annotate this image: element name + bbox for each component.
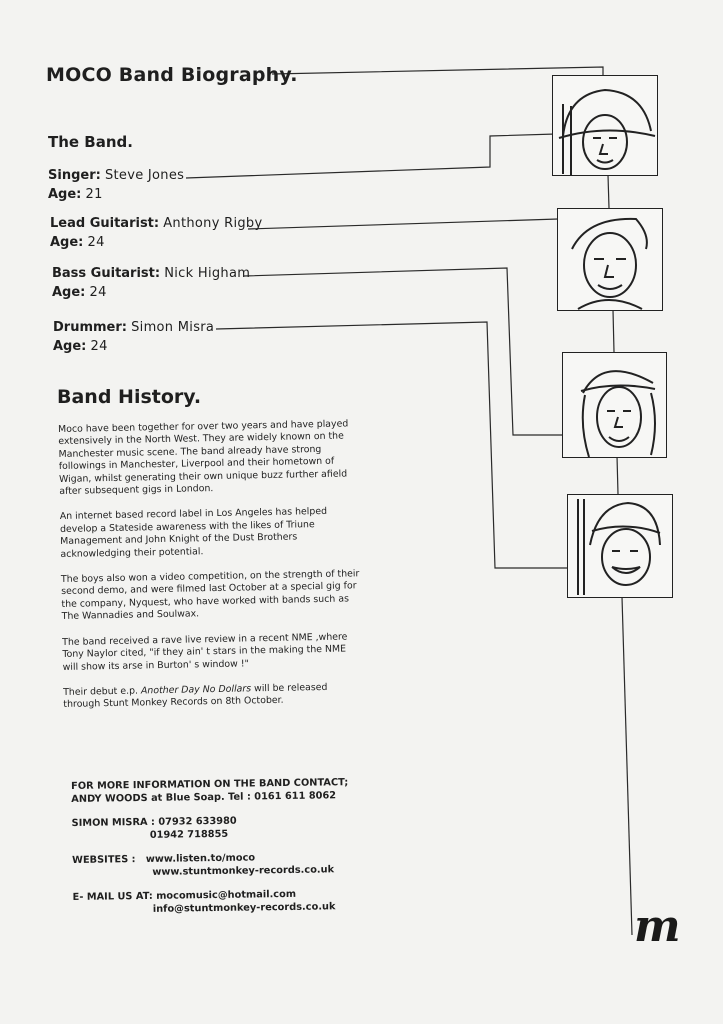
website-link[interactable]: www.stuntmonkey-records.co.uk [152, 864, 335, 878]
connector-to-logo [622, 597, 632, 935]
debut-title: Another Day No Dollars [140, 683, 252, 697]
band-heading: The Band. [48, 133, 133, 151]
debut-prefix: Their debut e.p. [63, 685, 139, 698]
connector-photo-chain-3 [617, 456, 618, 494]
website-link[interactable]: www.listen.to/moco [145, 852, 256, 865]
drummer-photo [567, 494, 673, 598]
contact-block [71, 776, 373, 928]
moco-logo: m [634, 901, 678, 952]
age-label: Age: [52, 285, 86, 300]
simon-phone-alt: 01942 718855 [149, 828, 229, 841]
member-name: Steve Jones [104, 168, 185, 183]
connector-photo-chain-2 [613, 310, 614, 352]
email-label: E- MAIL US AT: [72, 890, 153, 903]
bass-guitarist-photo [562, 352, 667, 458]
member-drummer [53, 318, 214, 356]
connector-photo-chain-1 [608, 175, 609, 208]
role-label: Lead Guitarist: [50, 216, 160, 231]
debut-suffix: will be released through Stunt Monkey Records on 8th October. [63, 681, 328, 711]
history-paragraph: The boys also won a video competition, on the strength of their second demo, and were filmed last October at a special gig for the company, Nyquest, who have worked with bands such as The Wannadies and Soulwax. [60, 568, 360, 623]
contact-intro: FOR MORE INFORMATION ON THE BAND CONTACT; [71, 777, 349, 792]
member-bass-guitarist [52, 264, 250, 302]
portrait-sketch-icon [558, 209, 662, 310]
history-paragraph: An internet based record label in Los Angeles has helped develop a Stateside awareness with the likes of Triune Management and John Knight of the Dust Brothers acknowledging their potential. [59, 506, 328, 560]
singer-photo [552, 75, 658, 176]
websites-label: WEBSITES : [72, 854, 136, 866]
page-title: MOCO Band Biography. [46, 64, 298, 86]
member-name: Nick Higham [164, 266, 251, 281]
member-age: 24 [89, 285, 107, 300]
member-singer [48, 166, 184, 204]
member-age: 24 [87, 235, 105, 250]
simon-label: SIMON MISRA : [71, 816, 155, 829]
email-link[interactable]: mocomusic@hotmail.com [156, 888, 297, 902]
lead-guitarist-photo [557, 208, 663, 311]
history-paragraph-debut [63, 681, 363, 712]
member-name: Anthony Rigby [163, 216, 263, 231]
role-label: Bass Guitarist: [52, 266, 161, 281]
history-text [58, 418, 364, 724]
history-paragraph: Moco have been together for over two years and have played extensively in the North West. They are widely known on the Manchester music scene. The band already have strong followings in Manchester, Liverpool and their hometown of Wigan, whilst generating their own unique buzz further afield after subsequent gigs in London. [58, 418, 349, 498]
portrait-sketch-icon [568, 495, 672, 597]
email-link[interactable]: info@stuntmonkey-records.co.uk [152, 901, 336, 915]
member-lead-guitarist [50, 214, 262, 252]
history-heading: Band History. [57, 386, 202, 408]
connector-singer [186, 134, 556, 178]
age-label: Age: [50, 235, 84, 250]
connector-bass [244, 268, 563, 435]
simon-phone: 07932 633980 [158, 815, 237, 828]
role-label: Drummer: [53, 320, 127, 335]
age-label: Age: [48, 187, 82, 202]
member-name: Simon Misra [131, 320, 215, 335]
member-age: 21 [85, 187, 103, 202]
age-label: Age: [53, 339, 87, 354]
member-age: 24 [90, 339, 108, 354]
role-label: Singer: [48, 168, 101, 183]
history-paragraph: The band received a rave live review in a recent NME ,where Tony Naylor cited, "if they ain' t stars in the making the NME will show its arse in Burton' s window !" [62, 631, 348, 673]
contact-manager: ANDY WOODS at Blue Soap. Tel : 0161 611 8062 [71, 790, 337, 805]
portrait-sketch-icon [563, 353, 666, 457]
connector-guitarist [248, 219, 558, 229]
portrait-sketch-icon [553, 76, 657, 175]
